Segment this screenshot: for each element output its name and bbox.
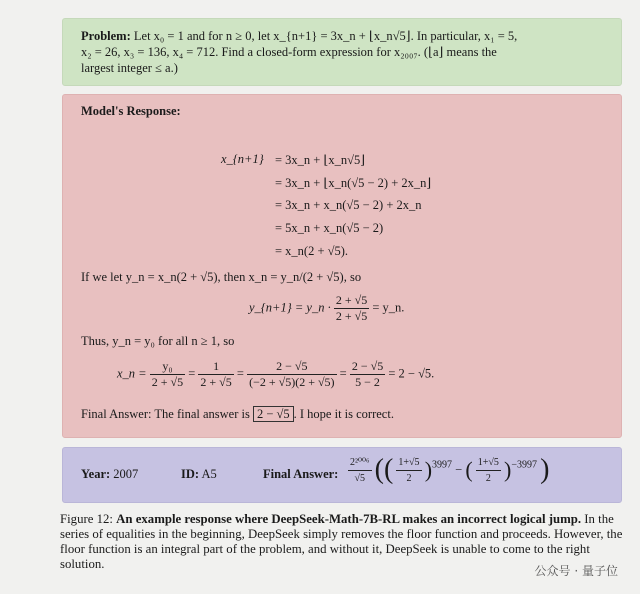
eq-sign: = bbox=[188, 366, 196, 381]
x-frac-3 bbox=[247, 359, 336, 390]
problem-line-3: largest integer ≤ a.) bbox=[81, 61, 178, 75]
x-frac-1-den: 2 + √5 bbox=[151, 375, 184, 389]
y-fraction bbox=[334, 293, 369, 324]
final-boxed: 2 − √5 bbox=[253, 406, 294, 422]
answer-frac-1-num: 1+√5 bbox=[396, 455, 421, 471]
final-answer-line bbox=[81, 407, 394, 422]
y-frac-den: 2 + √5 bbox=[335, 309, 368, 323]
eq-lhs: x_{n+1} bbox=[221, 152, 264, 166]
problem-box bbox=[62, 18, 622, 86]
x-frac-2-num: 1 bbox=[198, 359, 233, 375]
eq-sign: = bbox=[339, 366, 347, 381]
x-frac-1-num: y₀ bbox=[150, 359, 185, 375]
x-frac-4-num: 2 − √5 bbox=[351, 359, 384, 373]
x-frac-4 bbox=[350, 359, 385, 390]
id-field bbox=[181, 467, 217, 482]
caption-body: In the series of equalities in the beginning, DeepSeek simply removes the floor function and proceeds. However, the floor function is an integral part of the problem, and without it, DeepSeek is unable to come to the right solution. bbox=[60, 512, 623, 571]
exp-2: −3997 bbox=[511, 459, 538, 471]
y-eq-rhs: = y_n. bbox=[372, 300, 405, 315]
problem-line-2: x₂ = 26, x₃ = 136, x₄ = 712. Find a closed-form expression for x₂₀₀₇. (⌊a⌋ means the bbox=[81, 45, 497, 59]
x-frac-3-num: 2 − √5 bbox=[247, 359, 336, 375]
meta-answer-label: Final Answer: bbox=[263, 467, 339, 481]
id-label: ID: bbox=[181, 467, 200, 481]
answer-frac-2-den: 2 bbox=[485, 472, 491, 484]
eq-line-4: = 5x_n + x_n(√5 − 2) bbox=[275, 221, 384, 235]
final-pre: Final Answer: The final answer is bbox=[81, 407, 250, 421]
x-frac-2-den: 2 + √5 bbox=[200, 375, 232, 389]
caption-figure-label: Figure 12: bbox=[60, 512, 113, 526]
final-post: . I hope it is correct. bbox=[293, 407, 394, 421]
x-frac-1 bbox=[150, 359, 185, 390]
outer-paren-close: ) bbox=[540, 454, 550, 485]
paren-close: ) bbox=[424, 457, 433, 482]
x-eq-lhs: x_n = bbox=[117, 366, 147, 381]
answer-frac-1-den: 2 bbox=[406, 472, 412, 484]
x-eq-rhs: = 2 − √5. bbox=[388, 366, 435, 381]
meta-box bbox=[62, 447, 622, 503]
watermark: 公众号 · 量子位 bbox=[534, 564, 618, 578]
problem-line-1 bbox=[81, 28, 603, 44]
id-value: A5 bbox=[201, 467, 217, 481]
minus-sign: − bbox=[455, 462, 463, 477]
y-eq-lhs: y_{n+1} = y_n · bbox=[249, 300, 331, 315]
problem-label: Problem: bbox=[81, 29, 131, 43]
answer-coef-num: 2²⁰⁰⁶ bbox=[348, 455, 372, 471]
x-frac-3-den: (−2 + √5)(2 + √5) bbox=[249, 375, 335, 389]
answer-frac-2-num: 1+√5 bbox=[476, 455, 501, 471]
paren-close-2: ) bbox=[504, 457, 512, 482]
year-value: 2007 bbox=[113, 467, 139, 481]
exp-1: 3997 bbox=[432, 459, 453, 471]
response-label: Model's Response: bbox=[81, 104, 181, 118]
x-equation bbox=[117, 359, 434, 390]
x-frac-2 bbox=[198, 359, 233, 390]
eq-line-1: = 3x_n + ⌊x_n√5⌋ bbox=[275, 153, 366, 167]
outer-paren-open: (( bbox=[374, 454, 394, 485]
answer-frac-1 bbox=[396, 455, 421, 486]
caption-bold: An example response where DeepSeek-Math-7B-RL makes an incorrect logical jump. bbox=[116, 512, 582, 526]
answer-coef-den: √5 bbox=[354, 472, 365, 484]
y-frac-num: 2 + √5 bbox=[335, 293, 368, 307]
eq-line-3: = 3x_n + x_n(√5 − 2) + 2x_n bbox=[275, 198, 422, 212]
eq-line-5: = x_n(2 + √5). bbox=[275, 244, 349, 258]
let-text: If we let y_n = x_n(2 + √5), then x_n = y_n/(2 + √5), so bbox=[81, 270, 362, 284]
eq-sign: = bbox=[236, 366, 244, 381]
answer-frac-2 bbox=[476, 455, 501, 486]
year-label: Year: bbox=[81, 467, 111, 481]
thus-text: Thus, y_n = y₀ for all n ≥ 1, so bbox=[81, 334, 235, 348]
paren-open: ( bbox=[465, 457, 473, 482]
y-equation bbox=[249, 293, 404, 324]
year-field bbox=[81, 467, 138, 482]
meta-answer-expression bbox=[348, 454, 549, 486]
response-box bbox=[62, 94, 622, 438]
x-frac-4-den: 5 − 2 bbox=[355, 375, 380, 389]
eq-line-2: = 3x_n + ⌊x_n(√5 − 2) + 2x_n⌋ bbox=[275, 176, 432, 190]
answer-coef bbox=[348, 455, 372, 486]
problem-text-1: Let x₀ = 1 and for n ≥ 0, let x_{n+1} = 3x_n + ⌊x_n√5⌋. In particular, x₁ = 5, bbox=[133, 29, 518, 43]
